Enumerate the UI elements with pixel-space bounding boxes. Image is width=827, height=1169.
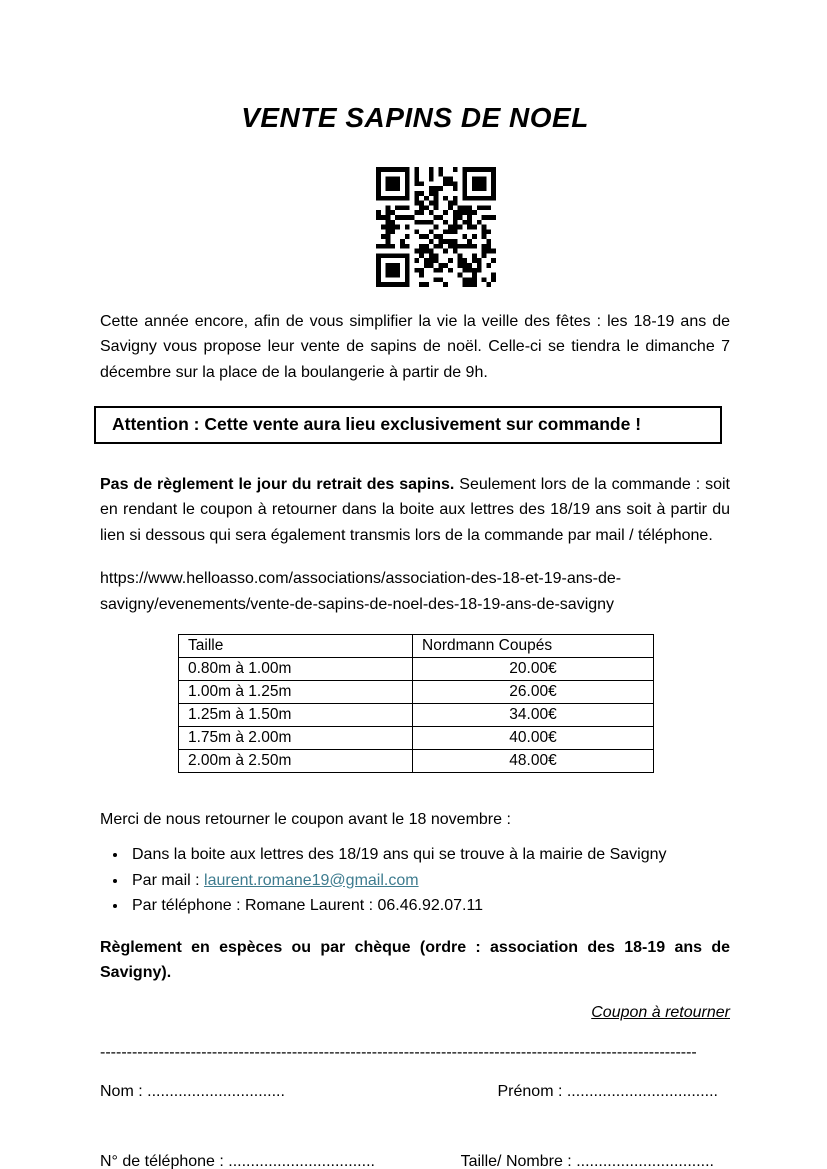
list-item [128,893,730,919]
prenom-field: Prénom : .................................. [497,1083,718,1101]
list-item [128,868,730,894]
payment-paragraph [100,472,730,549]
table-cell-price: 40.00€ [413,727,654,750]
table-row [179,727,654,750]
table-cell-price: 20.00€ [413,657,654,680]
reglement-paragraph: Règlement en espèces ou par chèque (ordre : association des 18-19 ans de Savigny). [100,938,730,982]
intro-paragraph: Cette année encore, afin de vous simplifier la vie la veille des fêtes : les 18-19 ans de Savigny vous propose leur vente de sapins de noël. Celle-ci se tiendra le dimanche 7 décembre sur la place de la boulangerie à partir de 9h. [100,312,730,381]
table-cell-size: 1.75m à 2.00m [179,727,413,750]
coupon-return-label: Coupon à retourner [591,1003,730,1021]
table-cell-price: 26.00€ [413,680,654,703]
attention-banner [94,406,722,444]
table-cell-price: 34.00€ [413,703,654,726]
order-url: https://www.helloasso.com/associations/association-des-18-et-19-ans-de-savigny/evenements/vente-de-sapins-de-noel-des-18-19-ans-de-savigny [100,570,622,613]
table-row [179,703,654,726]
return-lead: Merci de nous retourner le coupon avant le 18 novembre : [100,811,511,829]
attention-text: Attention : Cette vente aura lieu exclusivement sur commande ! [112,413,642,434]
return-option-mailbox: Dans la boite aux lettres des 18/19 ans qui se trouve à la mairie de Savigny [132,845,667,863]
return-option-phone: Par téléphone : Romane Laurent : 06.46.92.07.11 [132,897,484,915]
page-title: VENTE SAPINS DE NOEL [241,102,589,133]
coupon-form-row-2 [100,1149,730,1169]
list-item [128,842,730,868]
price-table [178,634,654,774]
payment-rest: Seulement lors de la commande : soit en rendant le coupon à retourner dans la boite aux lettres des 18/19 ans soit à partir du lien si dessous qui sera également transmis lors de la commande par mail / téléphone. [100,475,730,544]
return-options-list [128,842,730,919]
table-header-row [179,634,654,657]
payment-bold-lead: Pas de règlement le jour du retrait des sapins. [100,475,455,493]
table-row [179,657,654,680]
coupon-form-row-1 [100,1079,730,1105]
table-cell-price: 48.00€ [413,750,654,773]
table-row [179,750,654,773]
nom-field: Nom : ............................... [100,1083,285,1101]
table-cell-size: 0.80m à 1.00m [179,657,413,680]
table-header-taille: Taille [179,634,413,657]
return-option-mail-prefix: Par mail : [132,871,205,889]
cut-dashed-line: ---------------------------------------------------------------------------------------------------------------- [100,1043,697,1061]
taille-nombre-field: Taille/ Nombre : ............................... [460,1152,714,1169]
table-row [179,680,654,703]
table-cell-size: 1.25m à 1.50m [179,703,413,726]
telephone-field: N° de téléphone : ................................. [100,1152,375,1169]
table-header-nordmann: Nordmann Coupés [413,634,654,657]
qr-code [376,167,496,287]
email-link[interactable]: laurent.romane19@gmail.com [204,871,419,889]
table-cell-size: 1.00m à 1.25m [179,680,413,703]
table-cell-size: 2.00m à 2.50m [179,750,413,773]
